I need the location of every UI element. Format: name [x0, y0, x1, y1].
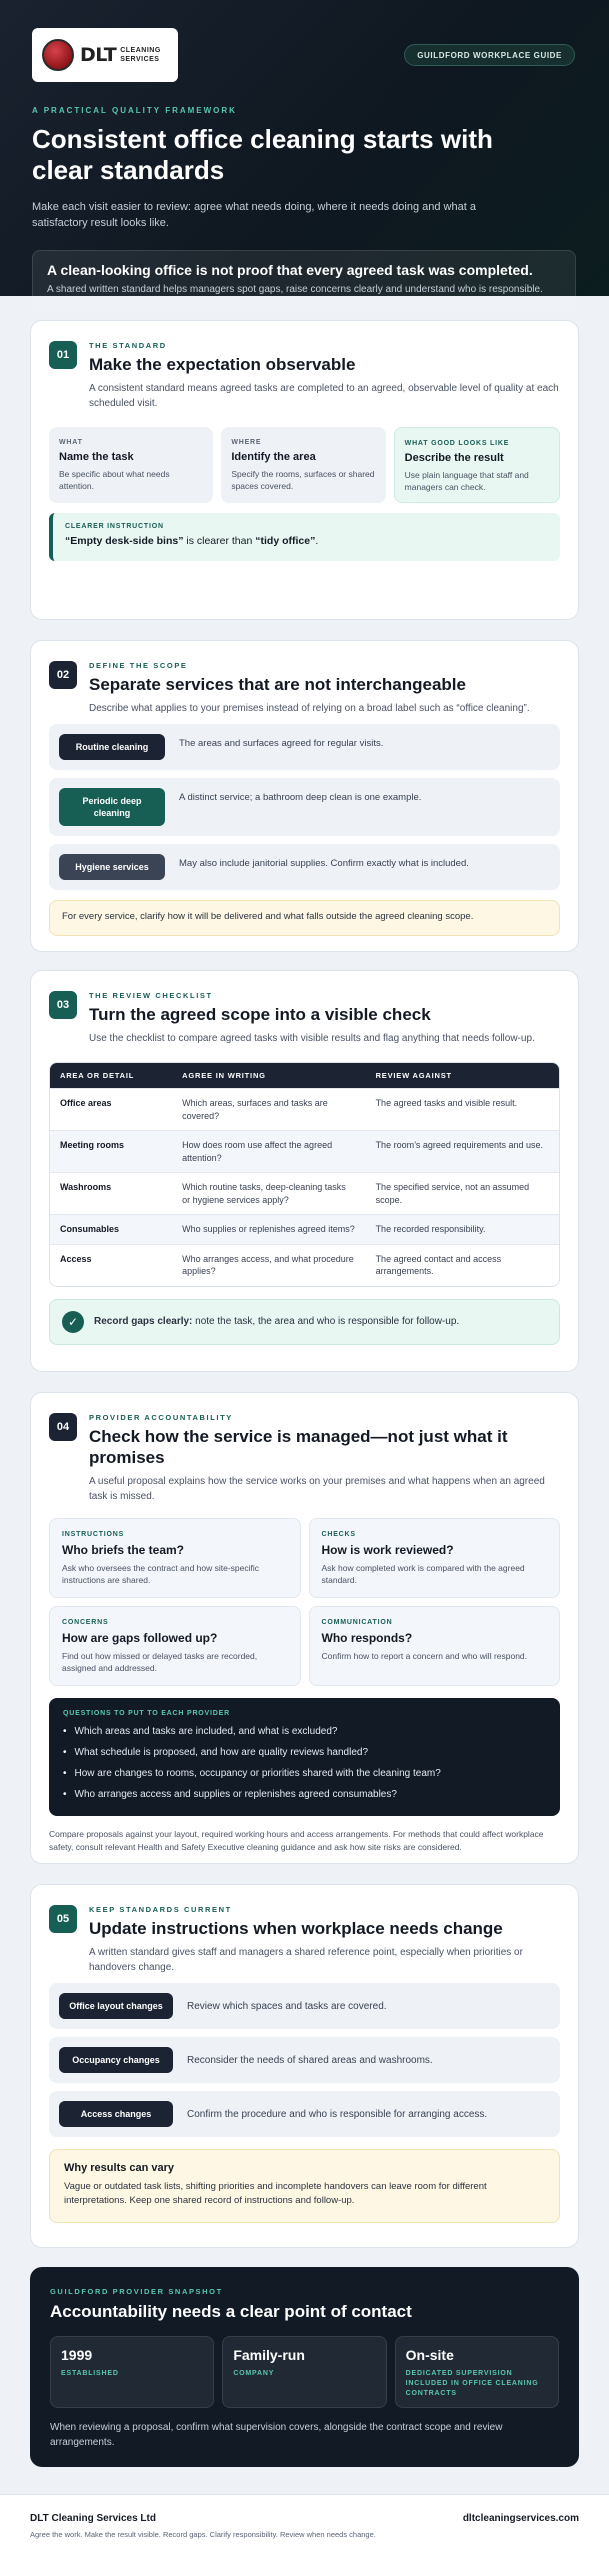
table-cell: Who arranges access, and what procedure applies? [172, 1244, 365, 1286]
section-lead: A written standard gives staff and managers a shared reference point, especially when priorities or handovers change. [89, 1947, 523, 1973]
hero-callout-text: A shared written standard helps managers spot gaps, raise concerns clearly and understand who is responsible. [47, 284, 543, 295]
tile-desc: Ask who oversees the contract and how site-specific instructions are shared. [62, 1563, 260, 1585]
table-cell: Washrooms [50, 1172, 172, 1214]
tile-what [49, 427, 213, 503]
vary-title: Why results can vary [64, 2162, 175, 2174]
proposal-note: Compare proposals against your layout, required working hours and access arrangements. For methods that could affect workplace safety, consult relevant Health and Safety Executive cleaning guidance and ask how site risks are considered. [49, 1829, 544, 1852]
footer [0, 2494, 609, 2560]
record-gaps-callout [49, 1299, 560, 1345]
stat-value: 1999 [61, 2347, 93, 2363]
section-lead: A consistent standard means agreed tasks are completed to an agreed, observable level of quality at each scheduled visit. [89, 383, 559, 409]
record-gaps-text: Record gaps clearly: note the task, the area and who is responsible for follow-up. [94, 1316, 460, 1327]
tile-what-good-looks-like [394, 427, 560, 503]
change-label: Occupancy changes [59, 2047, 173, 2073]
table-cell: Which routine tasks, deep-cleaning tasks or hygiene services apply? [172, 1172, 365, 1214]
stat-label: DEDICATED SUPERVISION INCLUDED IN OFFICE CLEANING CONTRACTS [405, 2370, 539, 2397]
company-logo[interactable] [32, 28, 178, 82]
section-eyebrow: THE STANDARD [89, 341, 167, 350]
column-header: REVIEW AGAINST [366, 1063, 559, 1088]
tile-heading: Name the task [59, 451, 134, 463]
service-label: Periodic deep cleaning [59, 788, 165, 826]
section-lead: Describe what applies to your premises instead of relying on a broad label such as “office cleaning”. [89, 703, 530, 714]
logo-emblem-icon [42, 39, 74, 71]
table-cell: How does room use affect the agreed attention? [172, 1130, 365, 1172]
tile-where [221, 427, 385, 503]
tile-desc: Specify the rooms, surfaces or shared spaces covered. [231, 469, 375, 491]
service-row-periodic [49, 778, 560, 836]
tile-key: WHAT GOOD LOOKS LIKE [404, 440, 510, 447]
list-item: • How are changes to rooms, occupancy or priorities shared with the cleaning team? [63, 1768, 441, 1779]
snapshot-title: Accountability needs a clear point of contact [50, 2302, 412, 2321]
tile-key: COMMUNICATION [321, 1619, 393, 1626]
check-icon: ✓ [62, 1311, 84, 1333]
section-lead: A useful proposal explains how the service works on your premises and what happens when an agreed task is missed. [89, 1476, 545, 1502]
section-review-checklist [30, 970, 579, 1372]
table-cell: The room’s agreed requirements and use. [366, 1130, 559, 1172]
logo-subtext: CLEANING SERVICES [120, 47, 161, 63]
section-number-badge: 02 [49, 661, 77, 689]
review-table [49, 1062, 560, 1287]
stat-established [50, 2336, 214, 2408]
section-title: Check how the service is managed—not just what it promises [89, 1427, 508, 1467]
service-label: Routine cleaning [59, 734, 165, 760]
tile-heading: Describe the result [404, 452, 504, 464]
table-header-row [50, 1063, 559, 1088]
change-desc: Review which spaces and tasks are covered. [187, 2000, 387, 2012]
section-title: Turn the agreed scope into a visible check [89, 1005, 431, 1024]
questions-title: QUESTIONS TO PUT TO EACH PROVIDER [63, 1710, 230, 1717]
service-desc: A distinct service; a bathroom deep clean is one example. [179, 792, 422, 803]
section-scope [30, 640, 579, 952]
change-label: Access changes [59, 2101, 173, 2127]
vary-text: Vague or outdated task lists, shifting priorities and incomplete handovers can leave room for different interpretations. Keep one shared record of instructions and follow-up. [64, 2181, 487, 2206]
section-standard [30, 320, 579, 620]
provider-questions-box [49, 1698, 560, 1816]
table-cell: Office areas [50, 1088, 172, 1130]
change-desc: Confirm the procedure and who is responsible for arranging access. [187, 2108, 488, 2120]
stat-label: ESTABLISHED [61, 2370, 119, 2377]
tile-desc: Confirm how to report a concern and who will respond. [321, 1651, 528, 1661]
table-cell: The agreed contact and access arrangements. [366, 1244, 559, 1286]
tile-heading: Who responds? [321, 1631, 413, 1645]
tile-key: WHERE [231, 439, 262, 446]
service-row-hygiene [49, 844, 560, 890]
column-header: AGREE IN WRITING [172, 1063, 365, 1088]
hero [0, 0, 609, 296]
section-number-badge: 03 [49, 991, 77, 1019]
tile-heading: How is work reviewed? [321, 1543, 454, 1557]
tile-desc: Ask how completed work is compared with the agreed standard. [321, 1563, 525, 1585]
tile-heading: How are gaps followed up? [62, 1631, 218, 1645]
tile-instructions [49, 1518, 301, 1598]
footer-tagline: Agree the work. Make the result visible. Record gaps. Clarify responsibility. Review when needs change. [30, 2530, 376, 2539]
table-row [50, 1214, 559, 1244]
tile-checks [309, 1518, 561, 1598]
service-desc: May also include janitorial supplies. Confirm exactly what is included. [179, 858, 469, 869]
section-lead: Use the checklist to compare agreed tasks with visible results and flag anything that needs follow-up. [89, 1033, 535, 1044]
section-title: Separate services that are not interchangeable [89, 675, 466, 694]
tile-desc: Be specific about what needs attention. [59, 469, 170, 491]
hero-eyebrow: A PRACTICAL QUALITY FRAMEWORK [32, 106, 237, 115]
table-row [50, 1130, 559, 1172]
bullet-icon: • [63, 1789, 67, 1800]
section-eyebrow: PROVIDER ACCOUNTABILITY [89, 1413, 233, 1422]
list-item: • Which areas and tasks are included, and what is excluded? [63, 1726, 338, 1737]
service-row-routine [49, 724, 560, 770]
section-eyebrow: THE REVIEW CHECKLIST [89, 991, 213, 1000]
stat-supervision [395, 2336, 559, 2408]
footer-company-name: DLT Cleaning Services Ltd [30, 2513, 156, 2524]
logo-wordmark: DLT [80, 44, 117, 66]
tile-desc: Find out how missed or delayed tasks are recorded, assigned and addressed. [62, 1651, 258, 1673]
service-desc: The areas and surfaces agreed for regular visits. [179, 738, 384, 749]
snapshot-eyebrow: GUILDFORD PROVIDER SNAPSHOT [50, 2287, 223, 2296]
clearer-instruction-label: CLEARER INSTRUCTION [65, 523, 164, 530]
bullet-icon: • [63, 1726, 67, 1737]
section-title: Make the expectation observable [89, 355, 356, 374]
hero-callout [32, 250, 576, 312]
table-row [50, 1244, 559, 1286]
change-label: Office layout changes [59, 1993, 173, 2019]
tile-key: CHECKS [321, 1531, 356, 1538]
bullet-icon: • [63, 1747, 67, 1758]
table-cell: Who supplies or replenishes agreed items? [172, 1214, 365, 1244]
section-keep-current [30, 1884, 579, 2248]
page-title: Consistent office cleaning starts with clear standards [32, 124, 493, 185]
table-cell: Meeting rooms [50, 1130, 172, 1172]
table-row [50, 1088, 559, 1130]
hero-lead: Make each visit easier to review: agree what needs doing, where it needs doing and what a satisfactory result looks like. [32, 201, 476, 229]
table-cell: The recorded responsibility. [366, 1214, 559, 1244]
section-title: Update instructions when workplace needs change [89, 1919, 503, 1938]
list-item: • What schedule is proposed, and how are quality reviews handled? [63, 1747, 369, 1758]
section-provider-accountability [30, 1392, 579, 1864]
table-row [50, 1172, 559, 1214]
section-eyebrow: DEFINE THE SCOPE [89, 661, 188, 670]
footer-website-link[interactable]: dltcleaningservices.com [462, 2513, 579, 2524]
tile-key: CONCERNS [62, 1619, 109, 1626]
hero-callout-title: A clean-looking office is not proof that every agreed task was completed. [47, 262, 533, 278]
table-cell: Access [50, 1244, 172, 1286]
bullet-icon: • [63, 1768, 67, 1779]
tile-heading: Who briefs the team? [62, 1543, 185, 1557]
section-number-badge: 01 [49, 341, 77, 369]
tile-communication [309, 1606, 561, 1686]
clearer-instruction-box [49, 513, 560, 561]
section-eyebrow: KEEP STANDARDS CURRENT [89, 1905, 232, 1914]
stat-value: On-site [405, 2347, 454, 2363]
tile-desc: Use plain language that staff and managers can check. [404, 470, 529, 492]
section-number-badge: 04 [49, 1413, 77, 1441]
scope-note: For every service, clarify how it will be delivered and what falls outside the agreed cleaning scope. [49, 900, 560, 936]
table-cell: Which areas, surfaces and tasks are covered? [172, 1088, 365, 1130]
column-header: AREA OR DETAIL [50, 1063, 172, 1088]
tile-heading: Identify the area [231, 451, 316, 463]
table-cell: Consumables [50, 1214, 172, 1244]
snapshot-text: When reviewing a proposal, confirm what supervision covers, alongside the contract scope and review arrangements. [50, 2422, 503, 2448]
provider-snapshot [30, 2267, 579, 2467]
table-cell: The specified service, not an assumed scope. [366, 1172, 559, 1214]
clearer-instruction-text: “Empty desk-side bins” is clearer than “tidy office”. [65, 535, 319, 547]
change-row-layout [49, 1983, 560, 2029]
stat-label: COMPANY [233, 2370, 275, 2377]
stat-value: Family-run [233, 2347, 305, 2363]
list-item: • Who arranges access and supplies or replenishes agreed consumables? [63, 1789, 397, 1800]
why-results-vary-box [49, 2149, 560, 2223]
stat-company [222, 2336, 386, 2408]
change-row-access [49, 2091, 560, 2137]
tile-key: WHAT [59, 439, 83, 446]
section-number-badge: 05 [49, 1905, 77, 1933]
tile-concerns [49, 1606, 301, 1686]
tile-key: INSTRUCTIONS [62, 1531, 125, 1538]
table-cell: The agreed tasks and visible result. [366, 1088, 559, 1130]
change-row-occupancy [49, 2037, 560, 2083]
guide-pill[interactable]: GUILDFORD WORKPLACE GUIDE [404, 44, 575, 66]
change-desc: Reconsider the needs of shared areas and washrooms. [187, 2054, 433, 2066]
service-label: Hygiene services [59, 854, 165, 880]
